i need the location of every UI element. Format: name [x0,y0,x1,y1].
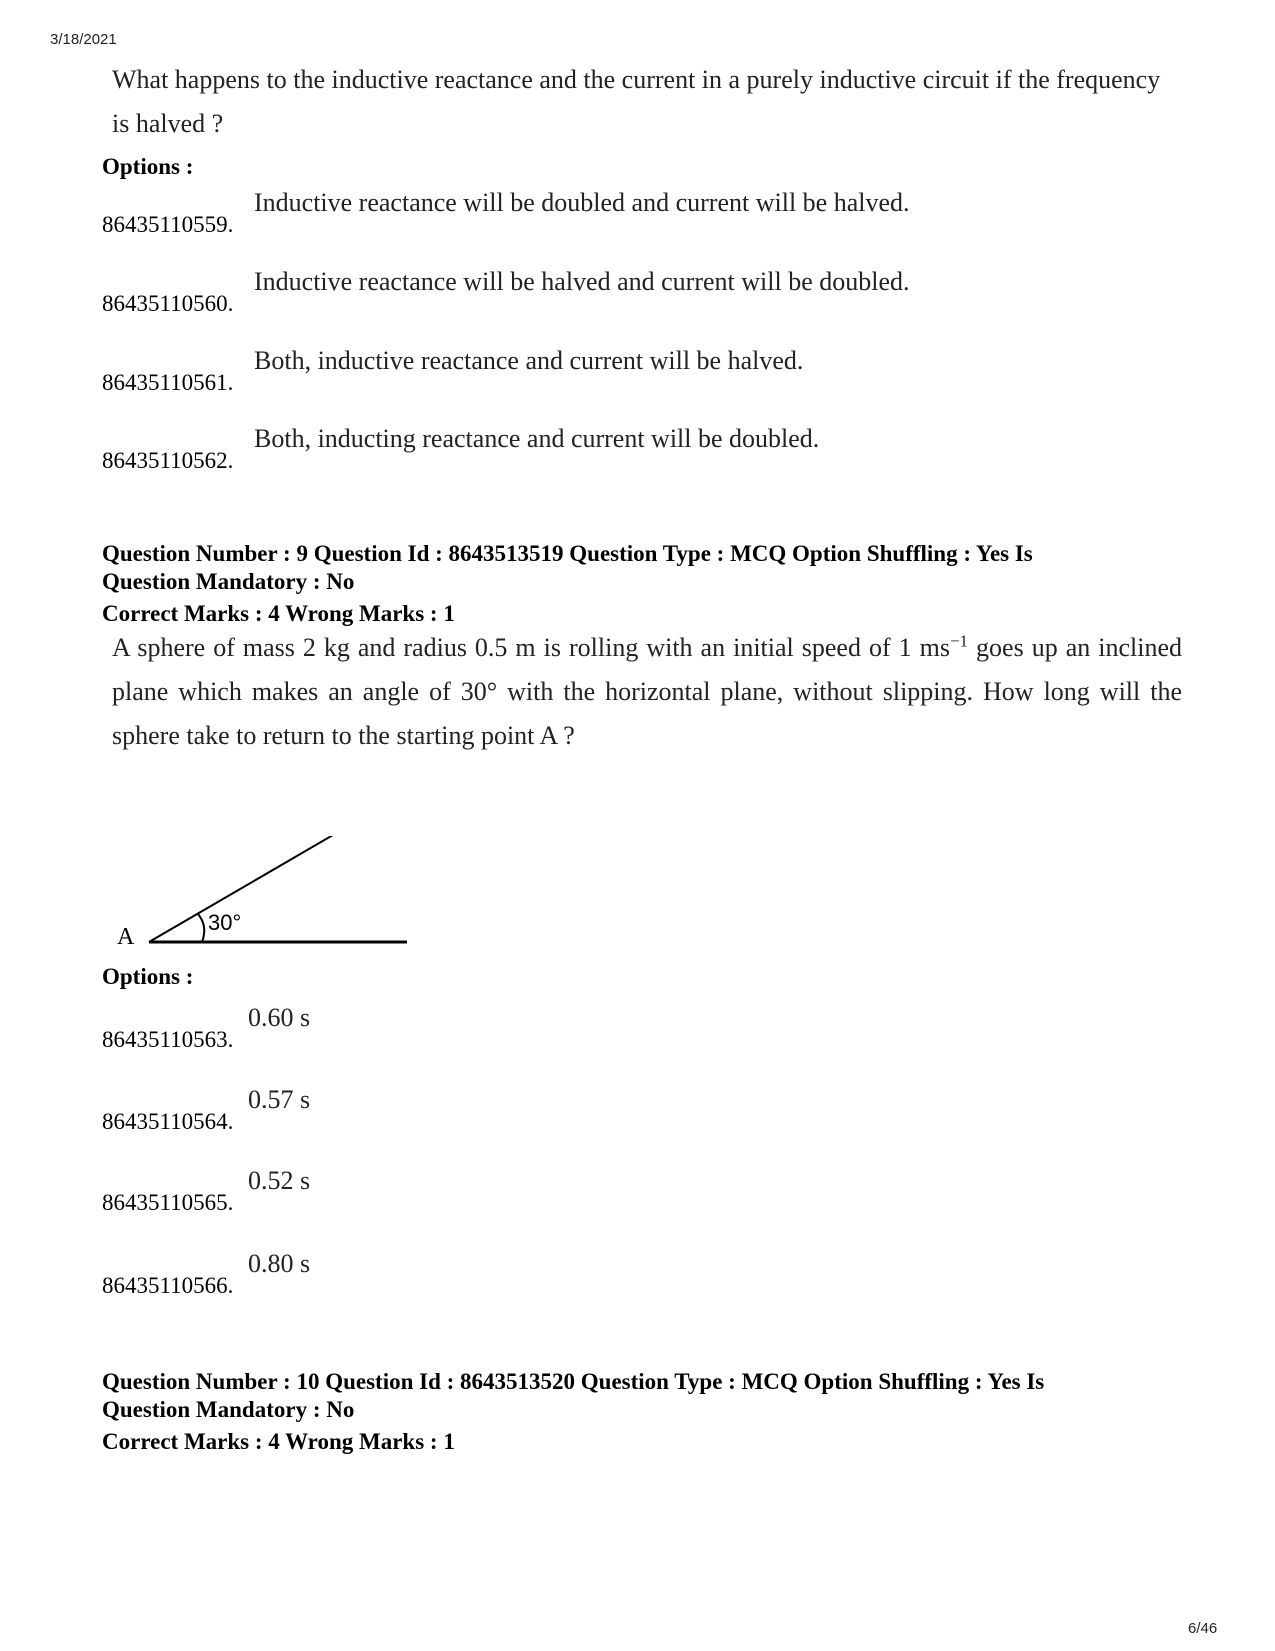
point-a-label: A [117,924,135,950]
question-9-meta-line1: Question Number : 9 Question Id : 8643513519 Question Type : MCQ Option Shuffling : Yes Is [102,541,1033,566]
option-text: Both, inducting reactance and current will be doubled. [254,424,820,453]
option-item [102,424,1102,484]
angle-label: 30° [208,910,242,935]
option-item [102,1166,1102,1226]
option-text: Inductive reactance will be halved and current will be doubled. [254,267,910,296]
option-id: 86435110560. [102,291,234,316]
question-8-options-label: Options : [102,154,194,179]
option-item [102,1249,1102,1309]
angle-arc [198,914,204,942]
option-id: 86435110562. [102,448,234,473]
option-id: 86435110563. [102,1027,234,1052]
question-9-text-main: A sphere of mass 2 kg and radius 0.5 m is rolling with an initial speed of 1 ms [112,633,950,662]
option-text: 0.60 s [248,1003,311,1032]
page-number: 6/46 [1188,1620,1218,1637]
option-text: 0.52 s [248,1166,311,1195]
question-9-text [112,626,1182,758]
option-id: 86435110559. [102,212,234,237]
question-10-meta-line2: Question Mandatory : No [102,1397,355,1422]
option-item [102,188,1102,248]
option-item [102,346,1102,406]
option-text: Both, inductive reactance and current will be halved. [254,346,804,375]
option-id: 86435110565. [102,1190,234,1215]
option-id: 86435110561. [102,370,234,395]
option-item [102,1085,1102,1145]
option-item [102,1003,1102,1063]
question-8-text: What happens to the inductive reactance and the current in a purely inductive circuit if the frequency is halved ? [112,65,1161,138]
question-10-marks: Correct Marks : 4 Wrong Marks : 1 [102,1429,455,1454]
question-10-meta [102,1368,1202,1424]
question-10-meta-line1: Question Number : 10 Question Id : 8643513520 Question Type : MCQ Option Shuffling : Yes Is [102,1369,1045,1394]
inclined-plane-diagram [112,836,432,966]
question-9-meta [102,540,1202,596]
print-date: 3/18/2021 [50,31,117,48]
option-id: 86435110566. [102,1273,234,1298]
option-id: 86435110564. [102,1109,234,1134]
option-text: Inductive reactance will be doubled and current will be halved. [254,188,910,217]
option-item [102,267,1102,327]
unit-exponent: −1 [949,631,969,651]
question-9-meta-line2: Question Mandatory : No [102,569,355,594]
question-9-marks: Correct Marks : 4 Wrong Marks : 1 [102,601,455,626]
question-9-text-rest: goes up an inclined plane which makes an angle of 30° with the horizontal plane, without slipping. How long will the sphere take to return to the starting point A ? [112,633,1182,750]
question-9-options-label: Options : [102,964,194,989]
option-text: 0.80 s [248,1249,311,1278]
incline-line [149,836,376,942]
option-text: 0.57 s [248,1085,311,1114]
